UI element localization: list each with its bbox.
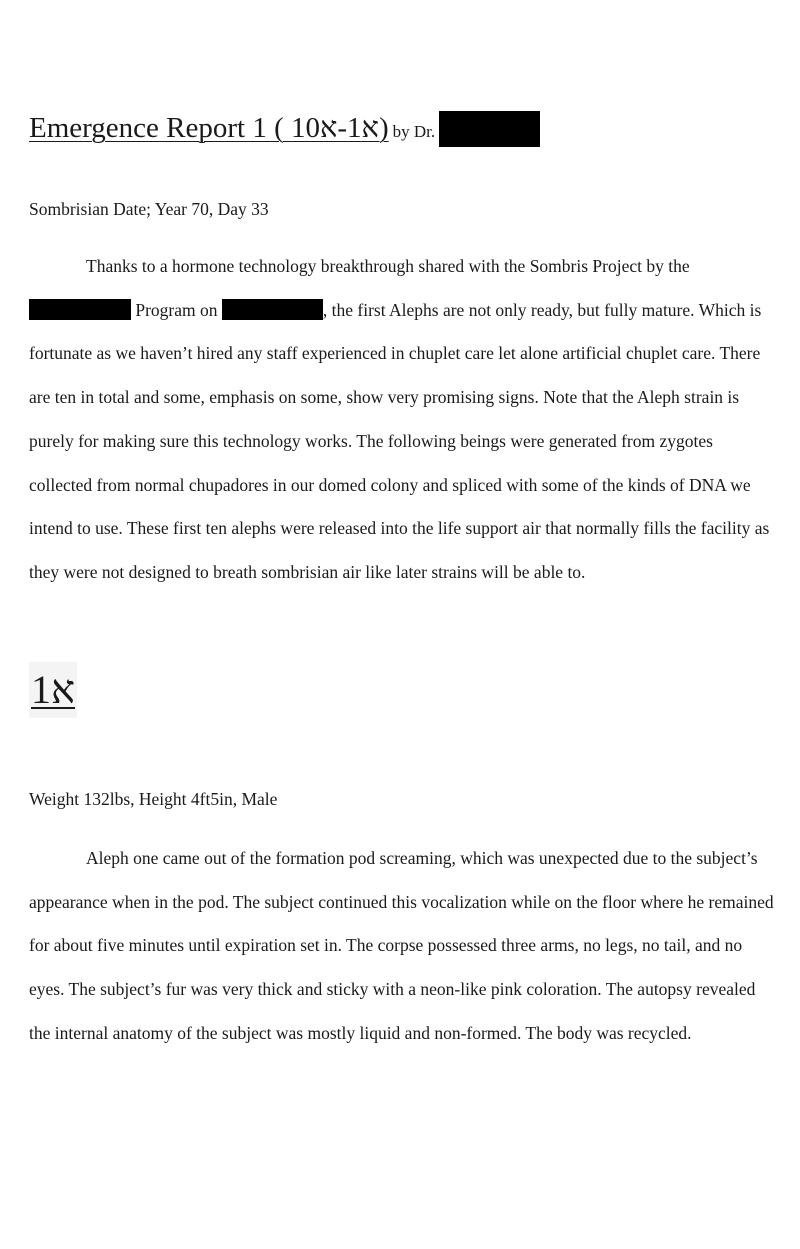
subject-heading: א1: [29, 662, 77, 718]
subject-stats: Weight 132lbs, Height 4ft5in, Male: [29, 789, 278, 809]
byline: by Dr.: [392, 122, 436, 141]
intro-remaining-text: , the first Alephs are not only ready, but fully mature. Which is fortunate as we haven’t hired any staff experienced in chuplet care let alone artificial chuplet care. There are ten in total and some, emphasis on some, show very promising signs. Note that the Aleph strain is purely for making sure this technology works. The following beings were generated from zygotes collected from normal chupadores in our domed colony and spliced with some of the kinds of DNA we intend to use. These first ten alephs were released into the life support air that normally fills the facility as they were not designed to breath sombrisian air like later strains will be able to.: [29, 299, 770, 582]
redacted-program-name: [29, 299, 131, 320]
date-line: Sombrisian Date; Year 70, Day 33: [29, 199, 269, 219]
subject-description: [29, 837, 774, 1056]
subject-description-text: Aleph one came out of the formation pod screaming, which was unexpected due to the subject’s appearance when in the pod. The subject continued this vocalization while on the floor where he remained for about five minutes until expiration set in. The corpse possessed three arms, no legs, no tail, and no eyes. The subject’s fur was very thick and sticky with a neon-like pink coloration. The autopsy revealed the internal anatomy of the subject was mostly liquid and non-formed. The body was recycled.: [29, 848, 774, 1043]
redacted-author-name: [439, 111, 540, 147]
report-title: Emergence Report 1 ( א1-א10): [29, 112, 389, 144]
intro-sentence-start: Thanks to a hormone technology breakthrough shared with the Sombris Project by the: [86, 256, 690, 276]
redacted-date: [222, 299, 323, 320]
intro-paragraph: [29, 245, 774, 595]
title-row: [29, 112, 540, 150]
intro-program-on: Program on: [131, 299, 222, 320]
